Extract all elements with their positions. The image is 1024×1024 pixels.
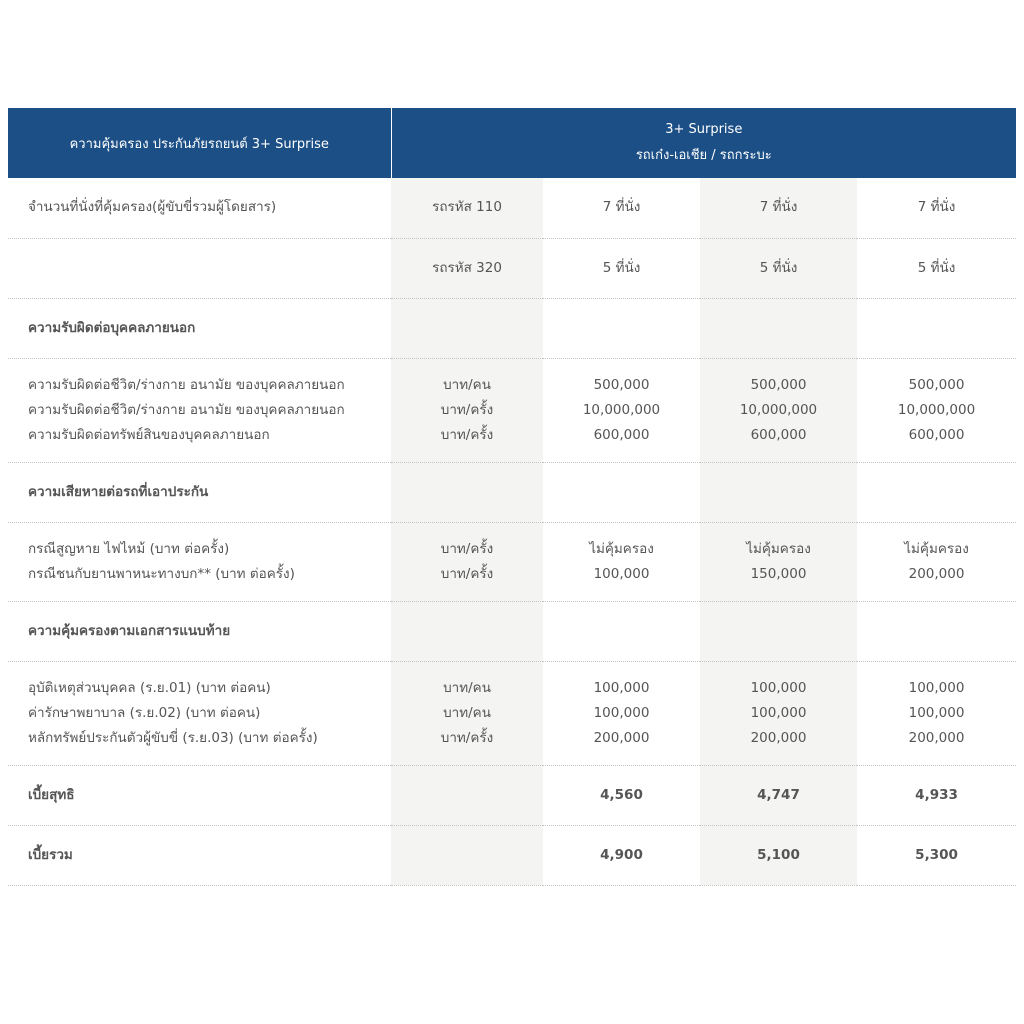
value-plan-3: 7 ที่นั่ง — [857, 178, 1016, 238]
row-unit: รถรหัส 320 — [391, 238, 543, 298]
section-row-own-damage — [8, 462, 1016, 522]
attachment-value: 100,000 — [750, 679, 807, 696]
value-plan-3: 5 ที่นั่ง — [857, 238, 1016, 298]
net-premium-plan-2: 4,747 — [700, 765, 857, 825]
table-row-seats-110 — [8, 178, 1016, 238]
empty-cell — [857, 298, 1016, 358]
empty-cell — [391, 298, 543, 358]
net-premium-plan-3: 4,933 — [857, 765, 1016, 825]
damage-plan-1 — [543, 522, 700, 601]
total-premium-plan-3: 5,300 — [857, 825, 1016, 885]
header-coverage-title: ความคุ้มครอง ประกันภัยรถยนต์ 3+ Surprise — [8, 108, 391, 178]
section-row-third-party — [8, 298, 1016, 358]
total-premium-label: เบี้ยรวม — [8, 825, 391, 885]
attachment-labels — [8, 661, 391, 765]
attachment-value: 200,000 — [908, 729, 965, 746]
table-row-total-premium — [8, 825, 1016, 885]
damage-value: ไม่คุ้มครอง — [746, 540, 811, 557]
liability-value: 10,000,000 — [582, 401, 661, 418]
attachment-label-3: หลักทรัพย์ประกันตัวผู้ขับขี่ (ร.ย.03) (บาท ต่อครั้ง) — [28, 729, 318, 746]
attachment-label-1: อุบัติเหตุส่วนบุคคล (ร.ย.01) (บาท ต่อคน) — [28, 679, 271, 696]
attachment-plan-2 — [700, 661, 857, 765]
liability-value: 10,000,000 — [897, 401, 976, 418]
attachment-value: 100,000 — [593, 704, 650, 721]
empty-cell — [391, 462, 543, 522]
value-plan-2: 7 ที่นั่ง — [700, 178, 857, 238]
liability-units — [391, 358, 543, 462]
liability-plan-1 — [543, 358, 700, 462]
empty-cell — [700, 298, 857, 358]
damage-value: ไม่คุ้มครอง — [904, 540, 969, 557]
attachment-value: 200,000 — [593, 729, 650, 746]
damage-value: 100,000 — [593, 565, 650, 582]
empty-cell — [700, 462, 857, 522]
section-row-attachments — [8, 601, 1016, 661]
empty-cell — [543, 298, 700, 358]
damage-value: 150,000 — [750, 565, 807, 582]
coverage-table-container — [8, 108, 1016, 886]
row-unit: รถรหัส 110 — [391, 178, 543, 238]
table-row-net-premium — [8, 765, 1016, 825]
liability-value: 500,000 — [908, 376, 965, 393]
empty-cell — [700, 601, 857, 661]
liability-value: 10,000,000 — [739, 401, 818, 418]
value-plan-1: 7 ที่นั่ง — [543, 178, 700, 238]
table-header-row — [8, 108, 1016, 178]
row-label: จำนวนที่นั่งที่คุ้มครอง(ผู้ขับขี่รวมผู้โดยสาร) — [8, 178, 391, 238]
liability-unit-2: บาท/ครั้ง — [440, 401, 494, 418]
damage-value: ไม่คุ้มครอง — [589, 540, 654, 557]
liability-value: 600,000 — [750, 426, 807, 443]
attachment-label-2: ค่ารักษาพยาบาล (ร.ย.02) (บาท ต่อคน) — [28, 704, 261, 721]
total-premium-plan-1: 4,900 — [543, 825, 700, 885]
empty-cell — [391, 601, 543, 661]
damage-unit-1: บาท/ครั้ง — [440, 540, 494, 557]
attachment-plan-1 — [543, 661, 700, 765]
damage-unit-2: บาท/ครั้ง — [440, 565, 494, 582]
empty-cell — [857, 462, 1016, 522]
table-row-attachments — [8, 661, 1016, 765]
net-premium-plan-1: 4,560 — [543, 765, 700, 825]
damage-value: 200,000 — [908, 565, 965, 582]
liability-value: 600,000 — [593, 426, 650, 443]
table-row-seats-320 — [8, 238, 1016, 298]
damage-plan-3 — [857, 522, 1016, 601]
liability-unit-1: บาท/คน — [443, 376, 491, 393]
section-title-third-party: ความรับผิดต่อบุคคลภายนอก — [8, 298, 391, 358]
value-plan-2: 5 ที่นั่ง — [700, 238, 857, 298]
attachment-unit-3: บาท/ครั้ง — [440, 729, 494, 746]
empty-cell — [391, 765, 543, 825]
coverage-table — [8, 108, 1016, 886]
damage-plan-2 — [700, 522, 857, 601]
attachment-value: 200,000 — [750, 729, 807, 746]
empty-cell — [543, 601, 700, 661]
damage-label-1: กรณีสูญหาย ไฟไหม้ (บาท ต่อครั้ง) — [28, 540, 230, 557]
liability-label-2: ความรับผิดต่อชีวิต/ร่างกาย อนามัย ของบุคคลภายนอก — [28, 401, 345, 418]
section-title-attachments: ความคุ้มครองตามเอกสารแนบท้าย — [8, 601, 391, 661]
table-row-damage — [8, 522, 1016, 601]
section-title-own-damage: ความเสียหายต่อรถที่เอาประกัน — [8, 462, 391, 522]
attachment-unit-1: บาท/คน — [443, 679, 491, 696]
total-premium-plan-2: 5,100 — [700, 825, 857, 885]
attachment-value: 100,000 — [908, 704, 965, 721]
table-row-liability — [8, 358, 1016, 462]
damage-units — [391, 522, 543, 601]
header-plan-title: 3+ Surprise — [665, 122, 743, 137]
liability-value: 500,000 — [593, 376, 650, 393]
empty-cell — [857, 601, 1016, 661]
attachment-value: 100,000 — [750, 704, 807, 721]
row-label — [8, 238, 391, 298]
liability-label-1: ความรับผิดต่อชีวิต/ร่างกาย อนามัย ของบุคคลภายนอก — [28, 376, 345, 393]
attachment-plan-3 — [857, 661, 1016, 765]
liability-plan-3 — [857, 358, 1016, 462]
damage-label-2: กรณีชนกับยานพาหนะทางบก** (บาท ต่อครั้ง) — [28, 565, 295, 582]
liability-value: 600,000 — [908, 426, 965, 443]
empty-cell — [391, 825, 543, 885]
liability-value: 500,000 — [750, 376, 807, 393]
header-plan — [391, 108, 1016, 178]
value-plan-1: 5 ที่นั่ง — [543, 238, 700, 298]
liability-label-3: ความรับผิดต่อทรัพย์สินของบุคคลภายนอก — [28, 426, 270, 443]
attachment-units — [391, 661, 543, 765]
liability-unit-3: บาท/ครั้ง — [440, 426, 494, 443]
attachment-value: 100,000 — [908, 679, 965, 696]
attachment-value: 100,000 — [593, 679, 650, 696]
damage-labels — [8, 522, 391, 601]
net-premium-label: เบี้ยสุทธิ — [8, 765, 391, 825]
empty-cell — [543, 462, 700, 522]
attachment-unit-2: บาท/คน — [443, 704, 491, 721]
liability-plan-2 — [700, 358, 857, 462]
header-plan-subtitle: รถเก๋ง-เอเชีย / รถกระบะ — [635, 148, 772, 163]
liability-labels — [8, 358, 391, 462]
